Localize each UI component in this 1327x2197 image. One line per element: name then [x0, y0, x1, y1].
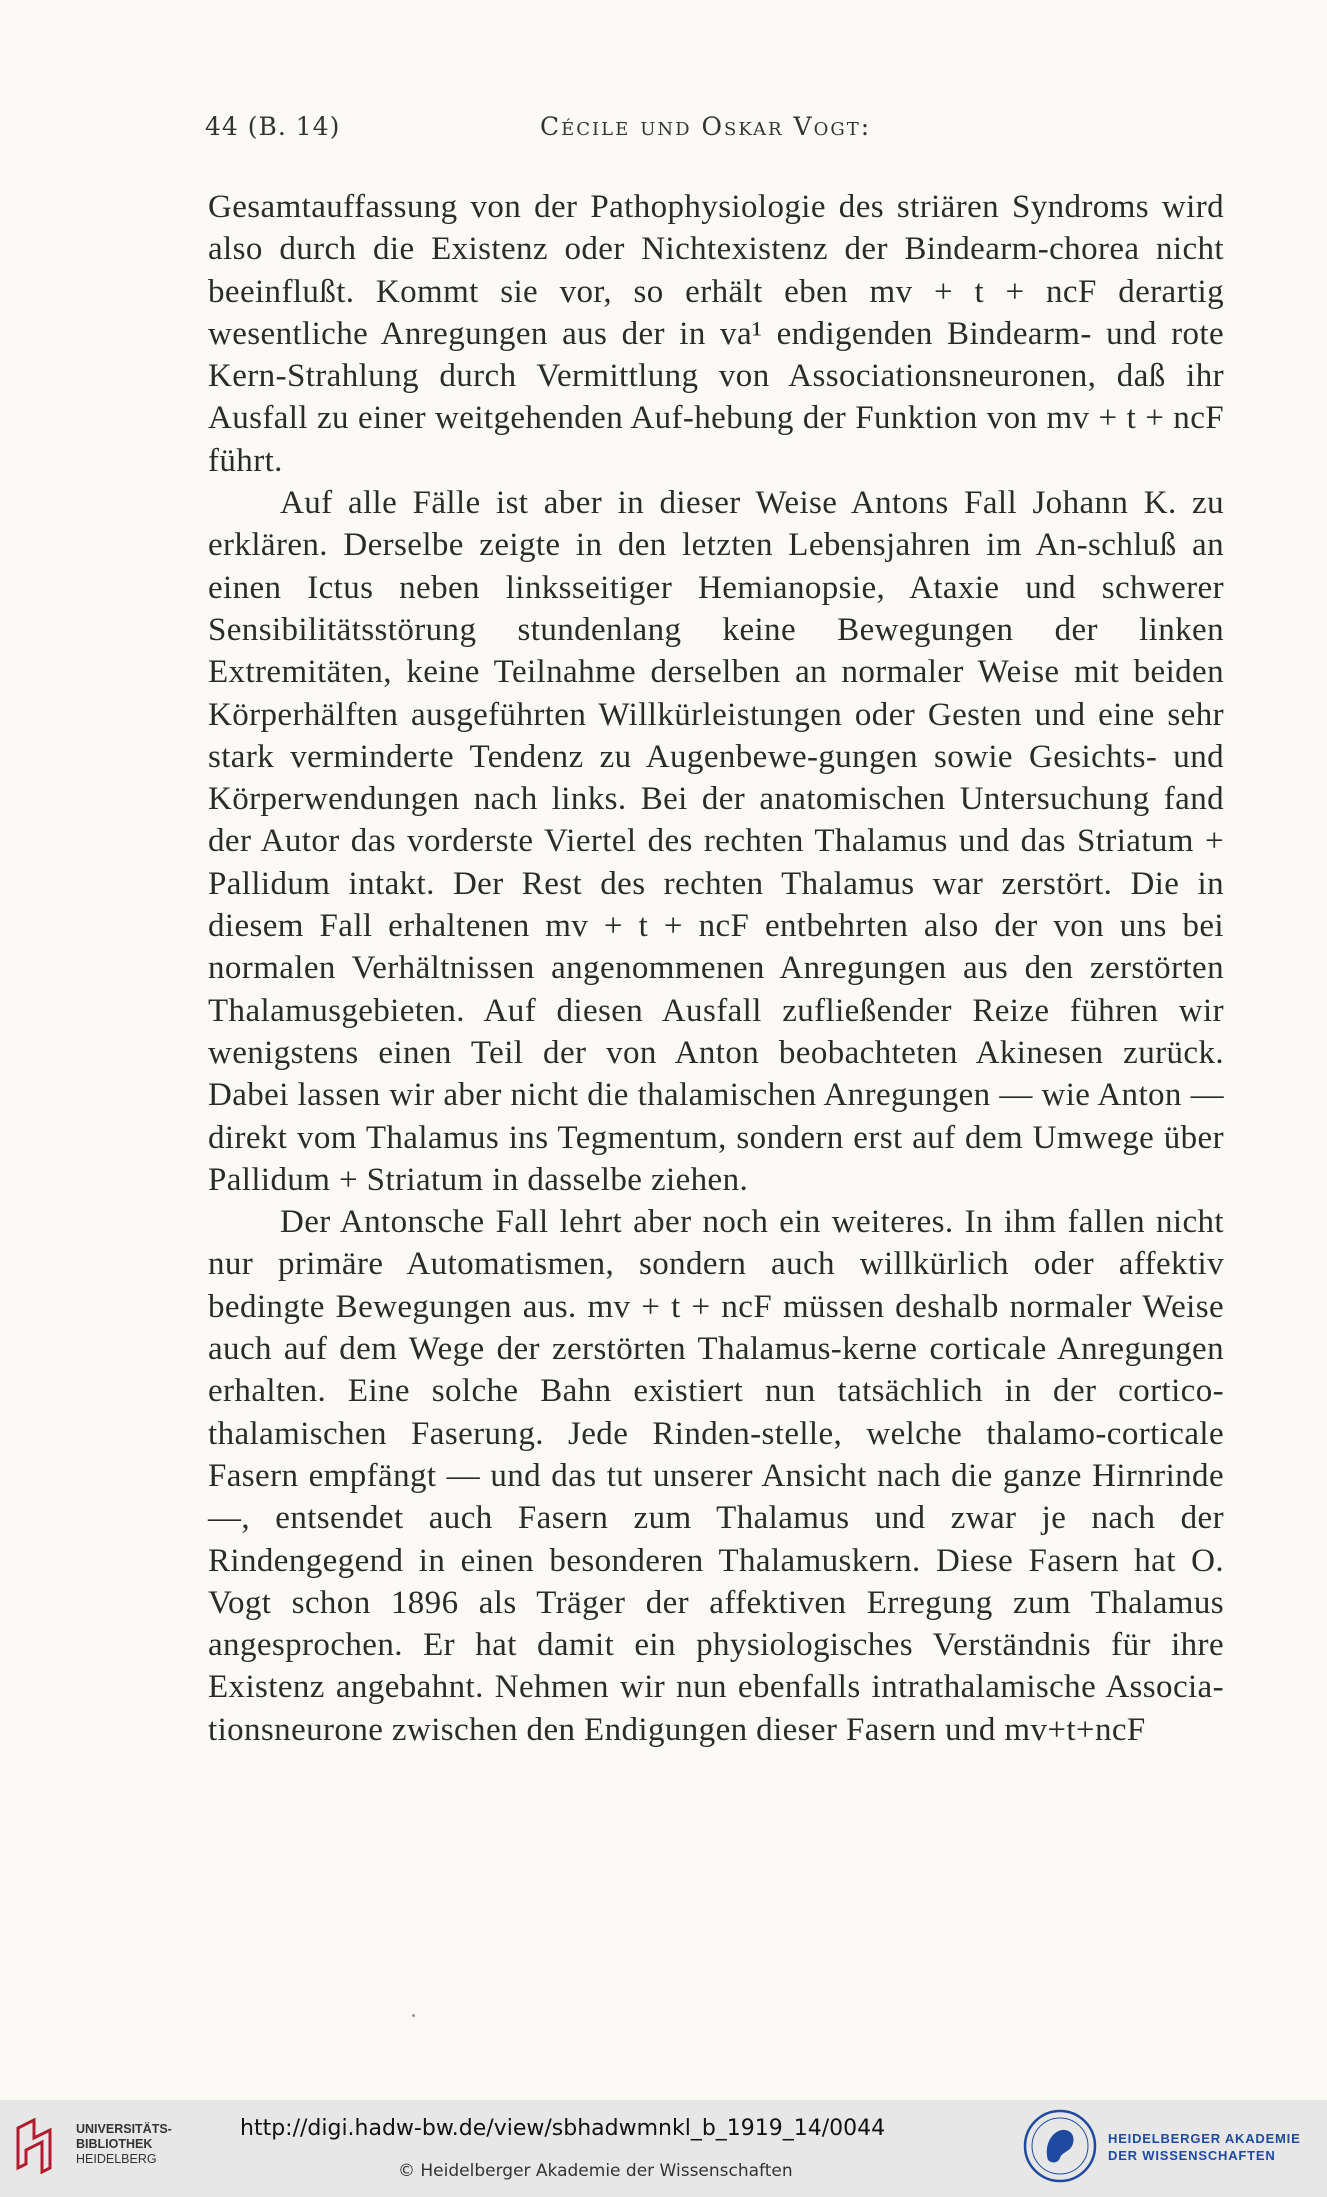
- speck: [412, 2014, 415, 2017]
- ub-line-2: BIBLIOTHEK: [76, 2137, 153, 2151]
- university-library-logo-icon: [14, 2118, 56, 2174]
- paragraph-3: Der Antonsche Fall lehrt aber noch ein weiteres. In ihm fallen nicht nur primäre Automatismen, sondern auch willkürlich oder affektiv bedingte Bewegungen aus. mv + t + ncF müssen deshalb normaler Weise auch auf dem Wege der zerstörten Thalamus-kerne corticale Anregungen erhalten. Eine solche Bahn existiert nun tatsächlich in der cortico-thalamischen Faserung. Jede Rinden-stelle, welche thalamo-corticale Fasern empfängt — und das tut unserer Ansicht nach die ganze Hirnrinde —, entsendet auch Fasern zum Thalamus und zwar je nach der Rindengegend in einen besonderen Thalamuskern. Diese Fasern hat O. Vogt schon 1896 als Träger der affektiven Erregung zum Thalamus angesprochen. Er hat damit ein physiologisches Verständnis für ihre Existenz angebahnt. Nehmen wir nun ebenfalls intrathalamische Associa-tionsneurone zwischen den Endigungen dieser Fasern und mv+t+ncF: [208, 1204, 1224, 1748]
- paragraph-2: Auf alle Fälle ist aber in dieser Weise Antons Fall Johann K. zu erklären. Derselbe zeigte in den letzten Lebensjahren im An-schluß an einen Ictus neben linksseitiger Hemianopsie, Ataxie und schwerer Sensibilitätsstörung stundenlang keine Bewegungen der linken Extremitäten, keine Teilnahme derselben an normaler Weise mit beiden Körperhälften ausgeführten Willkürleistungen oder Gesten und eine sehr stark verminderte Tendenz zu Augenbewe-gungen sowie Gesichts- und Körperwendungen nach links. Bei der anatomischen Untersuchung fand der Autor das vorderste Viertel des rechten Thalamus und das Striatum + Pallidum intakt. Der Rest des rechten Thalamus war zerstört. Die in diesem Fall erhaltenen mv + t + ncF entbehrten also der von uns bei normalen Verhältnissen angenommenen Anregungen aus den zerstörten Thalamusgebieten. Auf diesen Ausfall zufließender Reize führen wir wenigstens einen Teil der von Anton beobachteten Akinesen zurück. Dabei lassen wir aber nicht die thalamischen Anregungen — wie Anton — direkt vom Thalamus ins Tegmentum, sondern erst auf dem Umwege über Pallidum + Striatum in dasselbe ziehen.: [208, 485, 1224, 1198]
- permalink-url[interactable]: http://digi.hadw-bw.de/view/sbhadwmnkl_b_1919_14/0044: [240, 2116, 886, 2141]
- paragraph-1: Gesamtauffassung von der Pathophysiologie des striären Syndroms wird also durch die Existenz oder Nichtexistenz der Bindearm-chorea nicht beeinflußt. Kommt sie vor, so erhält eben mv + t + ncF derartig wesentliche Anregungen aus der in va¹ endigenden Bindearm- und rote Kern-Strahlung durch Vermittlung von Associationsneuronen, daß ihr Ausfall zu einer weitgehenden Auf-hebung der Funktion von mv + t + ncF führt.: [208, 189, 1224, 479]
- ub-line-3: HEIDELBERG: [76, 2152, 157, 2166]
- copyright-notice: © Heidelberger Akademie der Wissenschaften: [398, 2161, 793, 2181]
- running-title: Cécile und Oskar Vogt:: [540, 112, 872, 141]
- page-reference: 44 (B. 14): [205, 112, 341, 141]
- university-library-name: [76, 2122, 196, 2167]
- academy-name: [1108, 2130, 1323, 2164]
- academy-seal-icon: [1022, 2108, 1098, 2184]
- ub-line-1: UNIVERSITÄTS-: [76, 2122, 172, 2136]
- footer-bar: [0, 2100, 1327, 2197]
- body-text: [208, 186, 1224, 1751]
- academy-line-1: HEIDELBERGER AKADEMIE: [1108, 2131, 1301, 2146]
- academy-line-2: DER WISSENSCHAFTEN: [1108, 2148, 1276, 2163]
